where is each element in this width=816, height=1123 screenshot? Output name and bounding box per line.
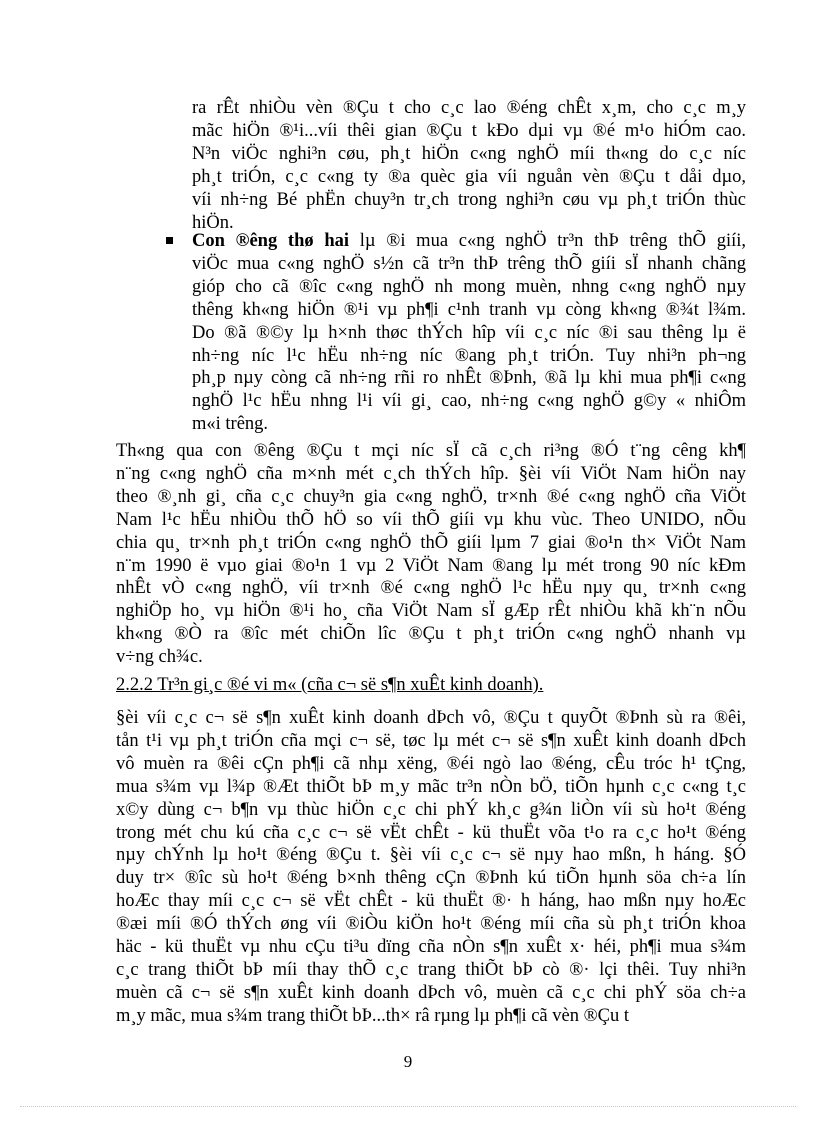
text-line: Nam l¹c hËu nhiÒu thÕ hÖ so víi thÕ giíi vµ khu vùc. Theo UNIDO, nÕu: [116, 509, 746, 530]
text-line: mua s¾m vµ l¾p ®Æt thiÕt bÞ m¸y mãc tr³n nÒn bÖ, tiÕn hµnh c¸c c«ng t¸c: [116, 776, 746, 797]
text-line: theo ®¸nh gi¸ cña c¸c chuy³n gia c«ng nghÖ, tr×nh ®é c«ng nghÖ cña ViÖt: [116, 486, 746, 507]
text-line: trong mét chu kú cña c¸c c¬ së vËt chÊt - kü thuËt võa t¹o ra c¸c ho¹t ®éng: [116, 822, 746, 843]
text-line: häc - kü thuËt vµ nhu cÇu ti³u dïng cña nÒn s¶n xuÊt x· héi, ph¶i mua s¾m: [116, 937, 746, 958]
text-line: nµy chÝnh lµ ho¹t ®éng ®Çu t. §èi víi c¸c c¬ së nµy hao mßn, h háng. §Ó: [116, 845, 746, 866]
text-line: thêng kh«ng hiÖn ®¹i vµ ph¶i c¹nh tranh vµ còng kh«ng ®¾t l¾m.: [192, 299, 746, 320]
text-line: duy tr× ®îc sù ho¹t ®éng b×nh thêng cÇn ®Þnh kú tiÕn hµnh söa ch÷a lín: [116, 868, 746, 889]
text-line: c¸c trang thiÕt bÞ míi thay thÕ c¸c trang thiÕt bÞ cò ®· lçi thêi. Tuy nhi³n: [116, 959, 746, 980]
text-line: viÖc mua c«ng nghÖ s½n cã tr³n thÞ trêng thÕ giíi sÏ nhanh chãng: [192, 253, 746, 274]
text-line: nghiÖp ho¸ vµ hiÖn ®¹i ho¸ cña ViÖt Nam sÏ gÆp rÊt nhiÒu khã kh¨n nÕu: [116, 601, 746, 622]
text-line: gióp cho cã ®îc c«ng nghÖ nh mong muèn, nhng c«ng nghÖ nµy: [192, 276, 746, 297]
text-line: mãc hiÖn ®¹i...víi thêi gian ®Çu t kÐo dµi vµ ®é m¹o hiÓm cao.: [192, 120, 746, 141]
text-line: ph¸p nµy còng cã nh÷ng rñi ro nhÊt ®Þnh, ®ã lµ khi mua ph¶i c«ng: [192, 368, 746, 389]
text-line: x©y dùng c¬ b¶n vµ thùc hiÖn c¸c chi phÝ kh¸c g¾n liÒn víi sù ho¹t ®éng: [116, 799, 746, 820]
body-paragraph: [116, 707, 746, 1028]
text-line: [192, 230, 746, 253]
intro-paragraph: [192, 97, 746, 234]
square-bullet-icon: [166, 237, 173, 244]
text-line: Th«ng qua con ®êng ®Çu t mçi níc sÏ cã c¸ch ri³ng ®Ó t¨ng cêng kh¶: [116, 441, 746, 461]
text-line: ra rÊt nhiÒu vèn ®Çu t cho c¸c lao ®éng chÊt x¸m, cho c¸c m¸y: [192, 98, 746, 118]
text-line: §èi víi c¸c c¬ së s¶n xuÊt kinh doanh dÞch vô, ®Çu t quyÕt ®Þnh sù ra ®êi,: [116, 708, 746, 728]
text-line: hiÖn.: [192, 212, 234, 233]
text-line: muèn cã c¬ së s¶n xuÊt kinh doanh dÞch vô, muèn cã c¸c chi phÝ söa ch÷a: [116, 982, 746, 1003]
text-line: víi nh÷ng Bé phËn chuy³n tr¸ch trong nghi³n cøu vµ ph¸t triÓn thùc: [192, 189, 746, 210]
text-line: n¨ng c«ng nghÖ cña m×nh mét c¸ch thÝch hîp. §èi víi ViÖt Nam hiÖn nay: [116, 463, 746, 484]
text-line: v÷ng ch¾c.: [116, 647, 203, 668]
text-line: hoÆc thay míi c¸c c¬ së vËt chÊt - kü thuËt ®· h háng, hao mßn nµy hoÆc: [116, 891, 746, 912]
text-line: Do ®ã ®©y lµ h×nh thøc thÝch hîp víi c¸c níc ®i sau thêng lµ ë: [192, 322, 746, 343]
page-bottom-divider: [20, 1106, 796, 1107]
text-line: kh«ng ®Ò ra ®îc mét chiÕn lîc ®Çu t ph¸t triÓn c«ng nghÖ nhanh vµ: [116, 624, 746, 645]
text-line: nhÊt vÒ c«ng nghÖ, víi tr×nh ®é c«ng nghÖ l¹c hËu nµy qu¸ tr×nh c«ng: [116, 578, 746, 599]
text-line: m«i trêng.: [192, 414, 269, 435]
text-line: n¨m 1990 ë vµo giai ®o¹n 1 vµ 2 ViÖt Nam ®ang lµ mét trong 90 níc kÐm: [116, 555, 746, 576]
text-line: N³n viÖc nghi³n cøu, ph¸t hiÖn c«ng nghÖ míi th«ng do c¸c níc: [192, 143, 746, 164]
text-line: ®æi míi ®Ó thÝch øng víi ®iÒu kiÖn ho¹t ®éng míi cña sù ph¸t triÓn khoa: [116, 914, 746, 935]
text-line: tån t¹i vµ ph¸t triÓn cña mçi c¬ së, tøc lµ mét c¬ së s¶n xuÊt kinh doanh dÞch: [116, 730, 746, 751]
section-heading: 2.2.2 Tr³n gi¸c ®é vi m« (cña c¬ së s¶n xuÊt kinh doanh).: [116, 675, 544, 695]
bullet-title: Con ®êng thø hai: [192, 231, 350, 251]
bullet-paragraph: [192, 230, 746, 436]
page-number: 9: [403, 1052, 413, 1071]
text-line: ph¸t triÓn, c¸c c«ng ty ®a quèc gia víi nguån vèn ®Çu t dåi dµo,: [192, 166, 746, 187]
text-line: m¸y mãc, mua s¾m trang thiÕt bÞ...th× râ rµng lµ ph¶i cã vèn ®Çu t: [116, 1005, 630, 1026]
text-line: vô muèn ra ®êi cÇn ph¶i cã nhµ xëng, ®éi ngò lao ®éng, cÊu tróc h¹ tÇng,: [116, 753, 746, 774]
text-line: nghÖ l¹c hËu nhng l¹i víi gi¸ cao, nh÷ng c«ng nghÖ g©y « nhiÔm: [192, 391, 746, 412]
text-line: chia qu¸ tr×nh ph¸t triÓn c«ng nghÖ thÕ giíi lµm 7 giai ®o¹n th× ViÖt Nam: [116, 532, 746, 553]
text-line: nh÷ng níc l¹c hËu nh÷ng níc ®ang ph¸t triÓn. Tuy nhi³n ph¬ng: [192, 345, 746, 366]
body-paragraph: [116, 440, 746, 669]
bullet-first-line: lµ ®i mua c«ng nghÖ tr³n thÞ trêng thÕ giíi,: [349, 231, 746, 251]
